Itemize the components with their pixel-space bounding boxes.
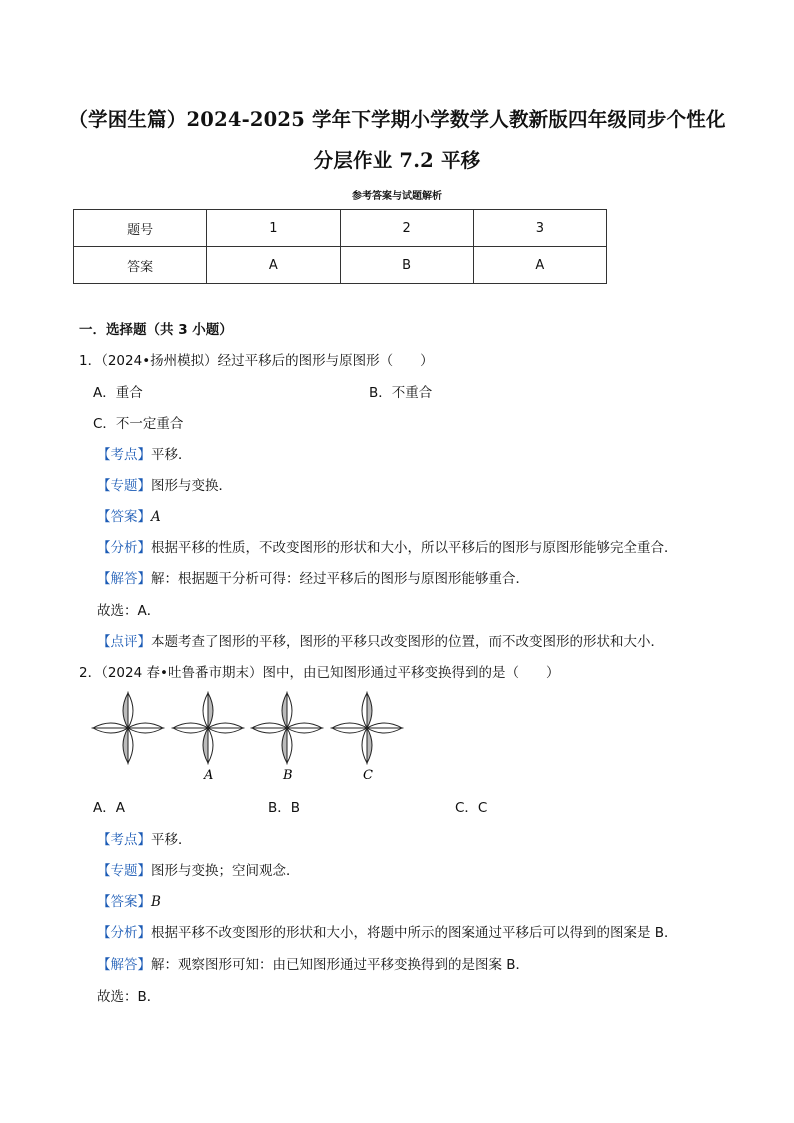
jieda-text: 解：观察图形可知：由已知图形通过平移变换得到的是图案 B． [151,957,530,973]
table-cell: A [207,247,340,284]
q1-dianping [97,630,664,650]
fenxi-tag: 【分析】 [97,925,151,941]
q1-kaodian [97,443,192,463]
figure-label-a: A [204,768,214,783]
q2-kaodian [97,828,192,848]
table-cell: B [340,247,473,284]
daan-text: B [151,894,161,910]
flower-option-c [332,693,402,763]
question-1-stem: 1．（2024•扬州模拟）经过平移后的图形与原图形（ ） [79,353,434,369]
fenxi-text: 根据平移不改变图形的形状和大小，将题中所示的图案通过平移后可以得到的图案是 B． [151,925,678,941]
q1-guxuan: 故选：A． [97,603,161,619]
fenxi-text: 根据平移的性质，不改变图形的形状和大小，所以平移后的图形与原图形能够完全重合． [151,540,678,556]
zhuanti-text: 图形与变换． [151,478,232,494]
q1-daan [97,505,161,525]
q2-option-a: A．A [93,800,125,816]
question-2-stem: 2．（2024 春•吐鲁番市期末）图中，由已知图形通过平移变换得到的是（ ） [79,665,560,681]
fenxi-tag: 【分析】 [97,540,151,556]
table-cell: 3 [473,210,606,247]
figure-label-c: C [363,768,373,783]
q2-zhuanti [97,859,300,879]
daan-tag: 【答案】 [97,509,151,525]
answer-table [73,209,607,284]
flower-option-b [252,693,322,763]
zhuanti-tag: 【专题】 [97,863,151,879]
q2-daan [97,890,161,910]
q2-option-b: B．B [268,800,301,816]
answer-key-subtitle: 参考答案与试题解析 [352,191,442,202]
flower-option-a [173,693,243,763]
dianping-text: 本题考查了图形的平移，图形的平移只改变图形的位置，而不改变图形的形状和大小． [151,634,664,650]
daan-text: A [151,509,161,525]
q1-option-a: A．重合 [93,385,143,401]
jieda-tag: 【解答】 [97,571,151,587]
jieda-text: 解：根据题干分析可得：经过平移后的图形与原图形能够重合． [151,571,529,587]
zhuanti-tag: 【专题】 [97,478,151,494]
daan-tag: 【答案】 [97,894,151,910]
translation-figure [90,690,420,790]
table-cell: 题号 [74,210,207,247]
q1-zhuanti [97,474,232,494]
dianping-tag: 【点评】 [97,634,151,650]
kaodian-text: 平移． [151,832,192,848]
kaodian-tag: 【考点】 [97,832,151,848]
section-title: 一．选择题（共 3 小题） [79,322,233,338]
q2-guxuan: 故选：B． [97,989,161,1005]
q2-jieda [97,953,529,973]
q1-option-b: B．不重合 [369,385,433,401]
document-title-line-1: （学困生篇）2024-2025 学年下学期小学数学人教新版四年级同步个性化 [68,108,726,131]
given-flower-figure [93,693,163,763]
figure-label-b: B [283,768,293,783]
zhuanti-text: 图形与变换；空间观念． [151,863,300,879]
q2-fenxi [97,921,678,941]
q2-option-c: C．C [455,800,488,816]
q1-fenxi [97,536,678,556]
document-title-line-2: 分层作业 7.2 平移 [313,149,481,172]
table-cell: 1 [207,210,340,247]
table-cell: 2 [340,210,473,247]
kaodian-text: 平移． [151,447,192,463]
q1-jieda [97,567,529,587]
table-cell: A [473,247,606,284]
kaodian-tag: 【考点】 [97,447,151,463]
q1-option-c: C．不一定重合 [93,416,184,432]
answer-table-answer-row [74,247,607,284]
table-cell: 答案 [74,247,207,284]
answer-table-header-row [74,210,607,247]
jieda-tag: 【解答】 [97,957,151,973]
